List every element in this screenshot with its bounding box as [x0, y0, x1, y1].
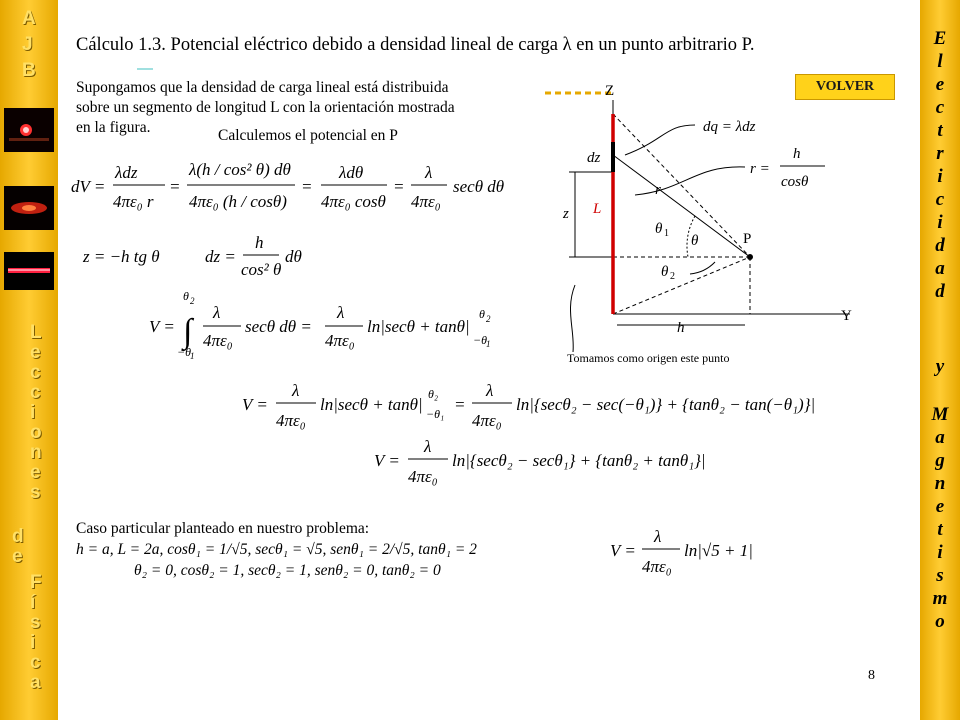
intro-line-3: en la figura.	[76, 119, 151, 136]
case-equation	[608, 524, 778, 584]
svg-text:4πε₀ r: 4πε₀ r	[113, 192, 154, 211]
thumbnail-image-2	[4, 186, 54, 230]
svg-text:ln|√5 + 1|: ln|√5 + 1|	[684, 541, 753, 560]
page-number: 8	[868, 668, 875, 683]
label-theta: θ	[691, 233, 699, 249]
svg-text:=: =	[454, 395, 466, 414]
svg-text:secθ dθ: secθ dθ	[453, 177, 505, 196]
label-h: h	[677, 320, 685, 336]
svg-text:V =: V =	[149, 317, 175, 336]
svg-text:ln|{secθ₂ − sec(−θ₁)} + {tanθ₂: ln|{secθ₂ − sec(−θ₁)} + {tanθ₂ − tan(−θ₁)}|	[516, 395, 816, 414]
svg-text:λ: λ	[213, 303, 221, 322]
svg-text:λ: λ	[337, 303, 345, 322]
sidebar-letter: a	[30, 672, 41, 693]
sidebar-letter: a	[935, 258, 945, 279]
svg-text:=: =	[301, 177, 313, 196]
sidebar-letter: s	[30, 482, 41, 503]
sidebar-letter: o	[30, 422, 42, 443]
sidebar-letter: d	[935, 235, 945, 256]
sidebar-letter: e	[935, 496, 945, 517]
sidebar-letter: n	[30, 442, 42, 463]
svg-text:λ: λ	[654, 527, 662, 546]
label-y-axis: Y	[841, 308, 852, 324]
svg-text:4πε₀ (h / cosθ): 4πε₀ (h / cosθ)	[189, 192, 287, 211]
label-r-eq-den: cosθ	[781, 174, 809, 190]
sidebar-letter: e	[30, 342, 41, 363]
sidebar-letter-y: y	[935, 356, 945, 377]
label-theta2: θ	[661, 264, 669, 280]
svg-text:∫: ∫	[183, 313, 193, 350]
label-z: z	[563, 206, 569, 222]
svg-text:dθ: dθ	[285, 247, 302, 266]
svg-text:dV =: dV =	[71, 177, 106, 196]
svg-text:V =: V =	[610, 541, 636, 560]
equations-block-2	[240, 380, 840, 490]
sidebar-letter: i	[30, 402, 36, 423]
sidebar-letter: c	[935, 97, 945, 118]
page-title: Cálculo 1.3. Potencial eléctrico debido a densidad lineal de carga λ en un punto arbitrario P.	[76, 35, 755, 55]
geometry-figure	[545, 70, 875, 370]
svg-text:4πε₀: 4πε₀	[408, 467, 438, 486]
sidebar-letter: r	[936, 143, 944, 164]
label-theta1: θ	[655, 221, 663, 237]
sidebar-letter: e	[30, 462, 41, 483]
sidebar-letter: i	[937, 542, 943, 563]
sidebar-letter: i	[937, 166, 943, 187]
sidebar-letter: g	[935, 450, 945, 471]
case-line-2: θ₂ = 0, cosθ₂ = 1, secθ₂ = 1, senθ₂ = 0, tanθ₂ = 0	[134, 562, 441, 579]
sidebar-letter: F	[30, 572, 42, 593]
svg-text:=: =	[169, 177, 181, 196]
sidebar-letter: t	[937, 120, 943, 141]
svg-text:4πε₀: 4πε₀	[472, 411, 502, 430]
case-line-1: h = a, L = 2a, cosθ₁ = 1/√5, secθ₁ = √5, senθ₁ = 2/√5, tanθ₁ = 2	[76, 541, 477, 558]
svg-text:secθ dθ =: secθ dθ =	[245, 317, 312, 336]
svg-text:λ: λ	[424, 437, 432, 456]
sidebar-letter: n	[934, 473, 946, 494]
case-heading: Caso particular planteado en nuestro problema:	[76, 520, 370, 537]
point-p-dot	[747, 254, 753, 260]
svg-text:4πε₀ cosθ: 4πε₀ cosθ	[321, 192, 386, 211]
thumbnail-image-3	[4, 252, 54, 290]
sidebar-letter: a	[935, 427, 945, 448]
svg-text:4πε₀: 4πε₀	[642, 557, 672, 576]
label-r-eq-num: h	[793, 146, 801, 162]
svg-text:V =: V =	[242, 395, 268, 414]
svg-text:θ₂: θ₂	[428, 387, 439, 401]
sidebar-letter: M	[931, 404, 949, 425]
origin-note: Tomamos como origen este punto	[567, 351, 730, 365]
sidebar-letter: d	[12, 526, 24, 547]
sidebar-letter: m	[932, 588, 948, 609]
svg-text:−θ: −θ	[473, 333, 487, 347]
sidebar-letter: l	[937, 51, 943, 72]
sidebar-letter: s	[936, 565, 944, 586]
sidebar-letter: L	[30, 322, 42, 343]
sidebar-letter: s	[30, 612, 41, 633]
sidebar-letter: d	[935, 281, 945, 302]
sidebar-letter: J	[22, 34, 33, 55]
sidebar-letter: e	[12, 546, 23, 567]
svg-text:=: =	[393, 177, 405, 196]
svg-text:2: 2	[190, 296, 195, 306]
sidebar-letter: E	[933, 28, 947, 49]
svg-text:z = −h tg θ: z = −h tg θ	[83, 247, 160, 266]
label-r-eq-lhs: r =	[750, 161, 770, 177]
svg-text:1: 1	[190, 351, 195, 361]
svg-text:λdz: λdz	[115, 163, 138, 182]
svg-text:4πε₀: 4πε₀	[411, 192, 441, 211]
sidebar-letter: e	[935, 74, 945, 95]
svg-text:−θ₁: −θ₁	[426, 407, 445, 421]
label-L: L	[593, 201, 602, 217]
volver-button[interactable]: VOLVER	[795, 74, 895, 100]
svg-text:4πε₀: 4πε₀	[276, 411, 306, 430]
svg-text:θ: θ	[479, 307, 485, 321]
svg-text:λ: λ	[425, 163, 433, 182]
intro-line-2: sobre un segmento de longitud L con la orientación mostrada	[76, 99, 455, 116]
sidebar-letter: í	[30, 592, 36, 613]
svg-text:ln|secθ + tanθ|: ln|secθ + tanθ|	[367, 317, 470, 336]
svg-text:2: 2	[486, 314, 491, 324]
sidebar-letter: c	[30, 652, 41, 673]
svg-text:4πε₀: 4πε₀	[203, 331, 233, 350]
sidebar-letter: i	[937, 212, 943, 233]
label-theta1-sub: 1	[664, 228, 669, 239]
sidebar-letter: c	[935, 189, 945, 210]
sidebar-letter: i	[30, 632, 36, 653]
label-theta2-sub: 2	[670, 271, 675, 282]
svg-text:4πε₀: 4πε₀	[325, 331, 355, 350]
intro-calc: Calculemos el potencial en P	[218, 127, 398, 144]
sidebar-letter: A	[22, 8, 36, 29]
svg-text:1: 1	[486, 339, 491, 349]
label-r: r	[655, 182, 661, 198]
label-dz: dz	[587, 150, 601, 166]
svg-text:λ: λ	[486, 381, 494, 400]
svg-text:θ: θ	[183, 289, 189, 303]
sidebar-letter: c	[30, 362, 41, 383]
svg-text:λ(h / cos² θ) dθ: λ(h / cos² θ) dθ	[189, 160, 291, 179]
svg-text:λdθ: λdθ	[339, 163, 364, 182]
svg-text:dz =: dz =	[205, 247, 236, 266]
svg-text:V =: V =	[374, 451, 400, 470]
svg-text:h: h	[255, 233, 264, 252]
sidebar-letter: o	[935, 611, 945, 632]
svg-text:λ: λ	[292, 381, 300, 400]
sidebar-letter: t	[937, 519, 943, 540]
sidebar-letter: B	[22, 60, 36, 81]
sidebar-letter: c	[30, 382, 41, 403]
svg-text:cos² θ: cos² θ	[241, 260, 282, 279]
label-dq-eq: dq = λdz	[703, 119, 756, 135]
svg-text:ln|secθ + tanθ|: ln|secθ + tanθ|	[320, 395, 423, 414]
label-z-axis: Z	[605, 83, 615, 99]
title-mark	[137, 68, 153, 70]
svg-text:−θ: −θ	[177, 345, 191, 359]
intro-line-1: Supongamos que la densidad de carga lineal está distribuida	[76, 79, 449, 96]
thumbnail-image-1	[4, 108, 54, 152]
label-point-p: P	[743, 231, 752, 247]
svg-text:ln|{secθ₂ − secθ₁} + {tanθ₂ +: ln|{secθ₂ − secθ₁} + {tanθ₂ + tanθ₁}|	[452, 451, 706, 470]
